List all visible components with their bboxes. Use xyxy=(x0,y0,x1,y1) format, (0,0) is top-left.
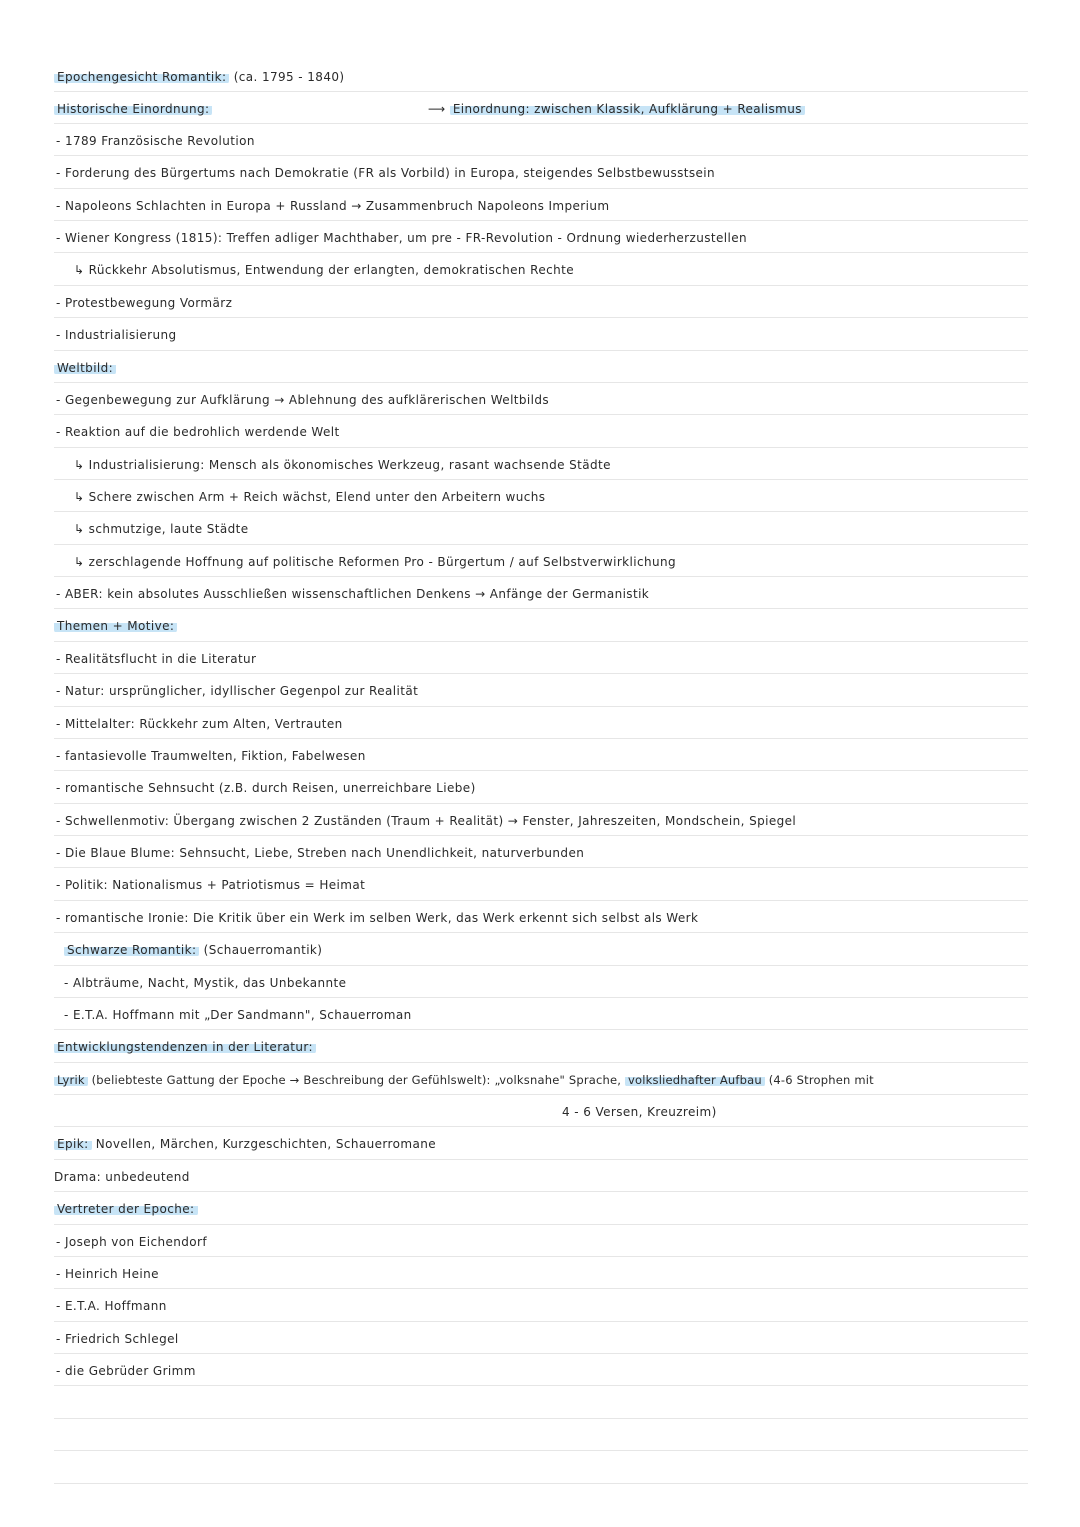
list-item: ↳ Industrialisierung: Mensch als ökonomisches Werkzeug, rasant wachsende Städte xyxy=(74,458,611,472)
list-item: - Industrialisierung xyxy=(56,328,177,342)
section-heading-themes: Themen + Motive: xyxy=(54,619,177,633)
list-item: - 1789 Französische Revolution xyxy=(56,134,255,148)
epik-text: Novellen, Märchen, Kurzgeschichten, Schauerromane xyxy=(95,1137,436,1151)
list-item: - romantische Sehnsucht (z.B. durch Reisen, unerreichbare Liebe) xyxy=(56,781,476,795)
list-item: - Forderung des Bürgertums nach Demokratie (FR als Vorbild) in Europa, steigendes Selbstbewusstsein xyxy=(56,166,716,180)
drama-text: Drama: unbedeutend xyxy=(54,1170,190,1184)
title-period: (ca. 1795 - 1840) xyxy=(233,70,345,84)
list-item: ↳ zerschlagende Hoffnung auf politische Reformen Pro - Bürgertum / auf Selbstverwirklichung xyxy=(74,555,677,569)
list-item: - Natur: ursprünglicher, idyllischer Gegenpol zur Realität xyxy=(56,684,419,698)
worldview-heading-row xyxy=(54,350,1028,382)
ruled-line xyxy=(54,1385,1028,1386)
list-item: ↳ schmutzige, laute Städte xyxy=(74,522,249,536)
section-heading-development: Entwicklungstendenzen in der Literatur: xyxy=(54,1040,316,1054)
ruled-line xyxy=(54,1483,1028,1484)
list-item: - Die Blaue Blume: Sehnsucht, Liebe, Streben nach Unendlichkeit, naturverbunden xyxy=(56,846,585,860)
list-item: - Heinrich Heine xyxy=(56,1267,159,1281)
ruled-line xyxy=(54,1450,1028,1451)
dark-romance-suffix: (Schauerromantik) xyxy=(203,943,323,957)
section-heading-historical: Historische Einordnung: xyxy=(54,102,212,116)
lyrik-label: Lyrik xyxy=(54,1073,88,1087)
section-heading-dark-romance: Schwarze Romantik: xyxy=(64,943,199,957)
lyrik-text-a: (beliebteste Gattung der Epoche → Beschreibung der Gefühlswelt): „volksnahe" Sprache, xyxy=(91,1073,622,1087)
list-item: - fantasievolle Traumwelten, Fiktion, Fabelwesen xyxy=(56,749,366,763)
list-item: - Wiener Kongress (1815): Treffen adliger Machthaber, um pre - FR-Revolution - Ordnung wiederherzustellen xyxy=(56,231,748,245)
lyrik-continuation: 4 - 6 Versen, Kreuzreim) xyxy=(562,1105,717,1119)
lyrik-text-b: (4-6 Strophen mit xyxy=(768,1073,874,1087)
list-item: - E.T.A. Hoffmann mit „Der Sandmann", Schauerroman xyxy=(64,1008,412,1022)
title-row xyxy=(54,59,1028,91)
list-item: - Napoleons Schlachten in Europa + Russland → Zusammenbruch Napoleons Imperium xyxy=(56,199,610,213)
arrow-icon: ⟶ xyxy=(428,102,450,116)
list-item: - Mittelalter: Rückkehr zum Alten, Vertrauten xyxy=(56,717,343,731)
list-item: - E.T.A. Hoffmann xyxy=(56,1299,167,1313)
drama-row xyxy=(54,1159,1028,1191)
list-item: - die Gebrüder Grimm xyxy=(56,1364,196,1378)
themes-heading-row xyxy=(54,608,1028,640)
list-item: ↳ Rückkehr Absolutismus, Entwendung der erlangten, demokratischen Rechte xyxy=(74,263,574,277)
lyrik-row xyxy=(54,1062,1028,1094)
page-title: Epochengesicht Romantik: xyxy=(54,70,229,84)
dark-romance-heading-row xyxy=(54,932,1028,964)
list-item: - Realitätsflucht in die Literatur xyxy=(56,652,257,666)
lyrik-continuation-row xyxy=(54,1094,1028,1126)
list-item: - ABER: kein absolutes Ausschließen wissenschaftlichen Denkens → Anfänge der Germanistik xyxy=(56,587,650,601)
authors-heading-row xyxy=(54,1191,1028,1223)
classification-note: ⟶ Einordnung: zwischen Klassik, Aufklärung + Realismus xyxy=(428,101,805,117)
section-heading-worldview: Weltbild: xyxy=(54,361,116,375)
list-item: - Reaktion auf die bedrohlich werdende Welt xyxy=(56,425,340,439)
list-item: - Protestbewegung Vormärz xyxy=(56,296,233,310)
epik-label: Epik: xyxy=(54,1137,92,1151)
list-item: - Schwellenmotiv: Übergang zwischen 2 Zuständen (Traum + Realität) → Fenster, Jahreszeiten, Mondschein, Spiegel xyxy=(56,814,797,828)
development-heading-row xyxy=(54,1029,1028,1061)
lyrik-highlight: volksliedhafter Aufbau xyxy=(625,1073,765,1087)
section-heading-authors: Vertreter der Epoche: xyxy=(54,1202,198,1216)
list-item: ↳ Schere zwischen Arm + Reich wächst, Elend unter den Arbeitern wuchs xyxy=(74,490,546,504)
list-item: - Joseph von Eichendorf xyxy=(56,1235,207,1249)
list-item: - Gegenbewegung zur Aufklärung → Ablehnung des aufklärerischen Weltbilds xyxy=(56,393,550,407)
historical-heading-row xyxy=(54,91,1028,123)
list-item: - Albträume, Nacht, Mystik, das Unbekannte xyxy=(64,976,347,990)
ruled-line xyxy=(54,1418,1028,1419)
epik-row xyxy=(54,1126,1028,1158)
list-item: - Friedrich Schlegel xyxy=(56,1332,179,1346)
list-item: - Politik: Nationalismus + Patriotismus = Heimat xyxy=(56,878,366,892)
list-item: - romantische Ironie: Die Kritik über ein Werk im selben Werk, das Werk erkennt sich selbst als Werk xyxy=(56,911,699,925)
